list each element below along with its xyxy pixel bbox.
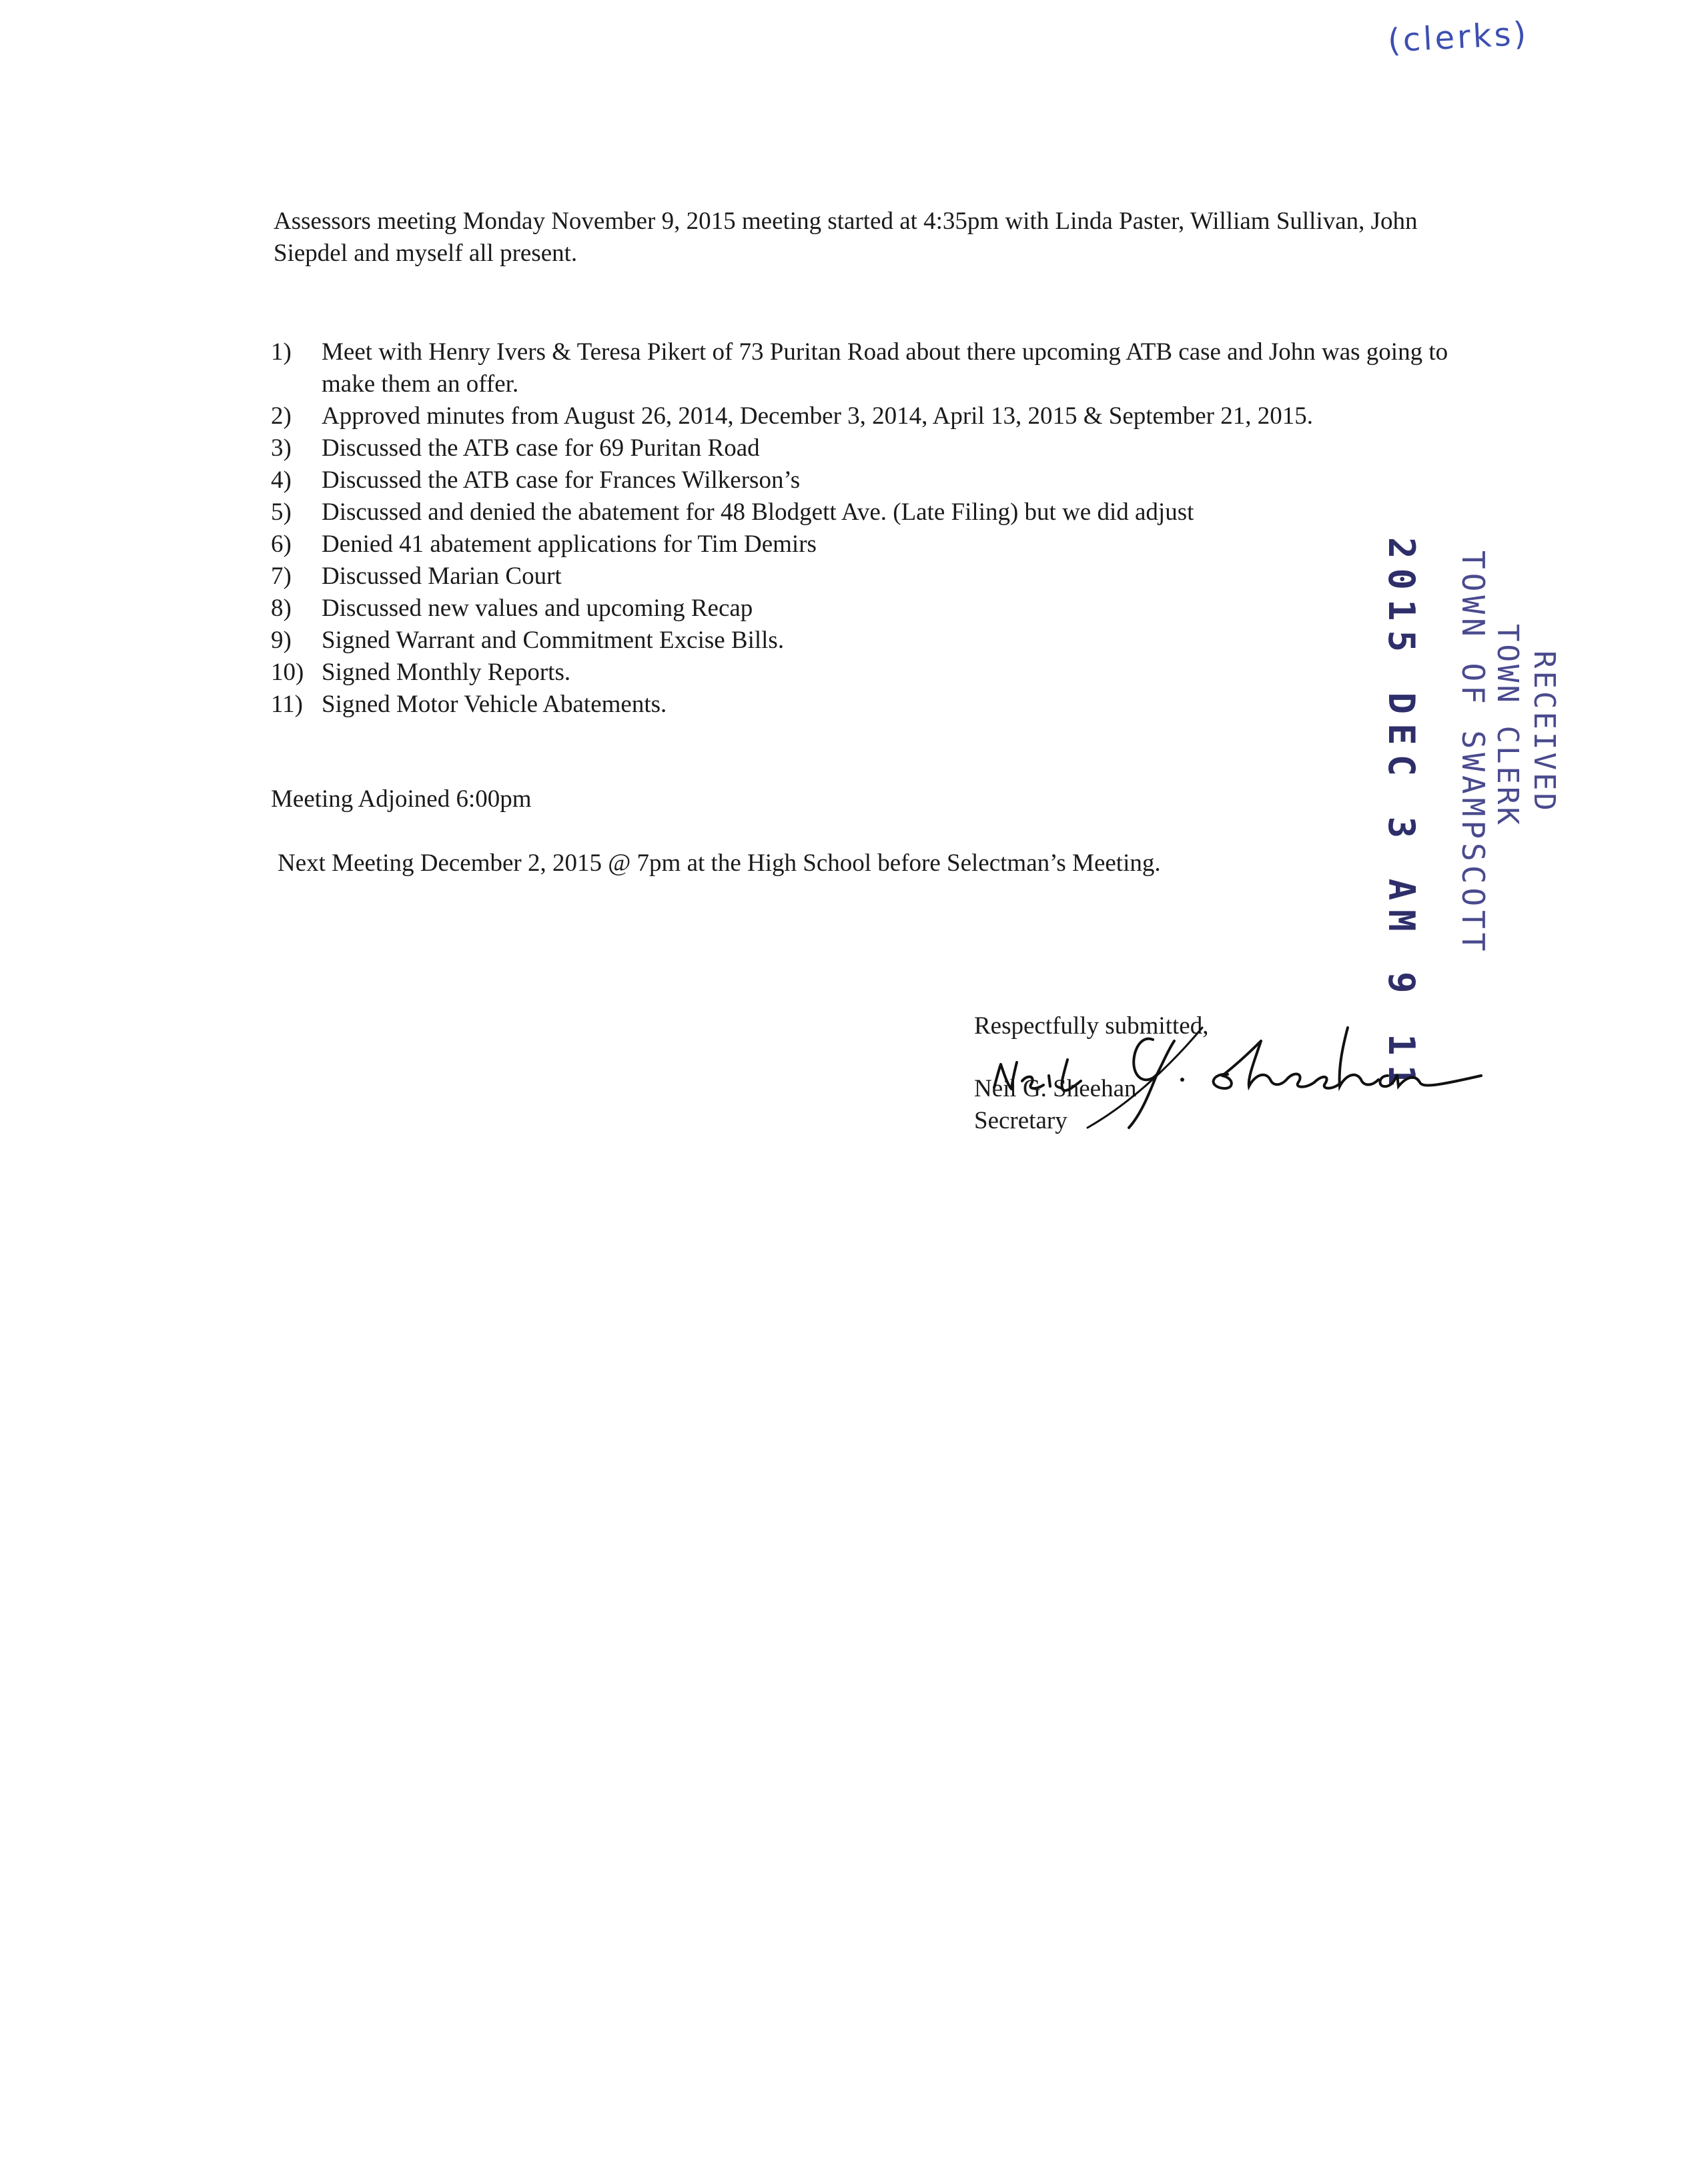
meeting-adjourned: Meeting Adjoined 6:00pm [271,785,532,813]
item-number: 3) [271,434,292,462]
item-number: 9) [271,627,292,654]
stamp-town-clerk: TOWN CLERK [1490,624,1525,827]
list-item [271,464,1472,496]
item-number: 2) [271,402,292,430]
list-item [271,496,1472,528]
list-item [271,400,1472,432]
item-number: 11) [271,691,303,718]
list-item [271,528,1472,561]
list-item [271,593,1472,625]
meeting-intro: Assessors meeting Monday November 9, 2015 meeting started at 4:35pm with Linda Paster, William Sullivan, John Siepdel and myself all present. [274,208,1418,267]
agenda-list [271,336,1472,721]
item-text: Signed Motor Vehicle Abatements. [322,691,667,718]
item-text: Signed Warrant and Commitment Excise Bills. [322,627,785,654]
item-number: 4) [271,466,292,494]
received-stamp [1348,524,1588,1096]
item-text: Discussed the ATB case for 69 Puritan Road [322,434,760,462]
item-number: 10) [271,659,304,686]
list-item [271,561,1472,593]
item-text: Meet with Henry Ivers & Teresa Pikert of 73 Puritan Road about there upcoming ATB case and John was going to make them an offer. [322,338,1448,398]
list-item [271,625,1472,657]
next-meeting: Next Meeting December 2, 2015 @ 7pm at the High School before Selectman’s Meeting. [278,849,1161,877]
item-number: 7) [271,563,292,590]
item-text: Denied 41 abatement applications for Tim Demirs [322,530,817,558]
list-item [271,336,1472,400]
handwritten-signature [974,1001,1521,1134]
item-number: 5) [271,498,292,526]
stamp-town-name: TOWN OF SWAMPSCOTT [1455,551,1491,956]
item-number: 1) [271,338,292,366]
item-text: Discussed Marian Court [322,563,562,590]
list-item [271,689,1472,721]
stamp-received: RECEIVED [1527,651,1561,813]
signatory-title: Secretary [974,1107,1068,1134]
handwritten-note: (clerks) [1386,15,1530,60]
stamp-date: 2015 DEC 3 AM 9 11 [1380,537,1422,1096]
item-text: Discussed and denied the abatement for 48 Blodgett Ave. (Late Filing) but we did adjust [322,498,1194,526]
list-item [271,432,1472,464]
item-number: 6) [271,530,292,558]
item-text: Discussed new values and upcoming Recap [322,595,753,622]
respectfully-submitted: Respectfully submitted, [974,1012,1209,1040]
list-item [271,657,1472,689]
item-text: Signed Monthly Reports. [322,659,571,686]
item-text: Discussed the ATB case for Frances Wilkerson’s [322,466,801,494]
item-number: 8) [271,595,292,622]
item-text: Approved minutes from August 26, 2014, December 3, 2014, April 13, 2015 & September 21, 2015. [322,402,1313,430]
signatory-name: Neil G. Sheehan [974,1075,1137,1102]
